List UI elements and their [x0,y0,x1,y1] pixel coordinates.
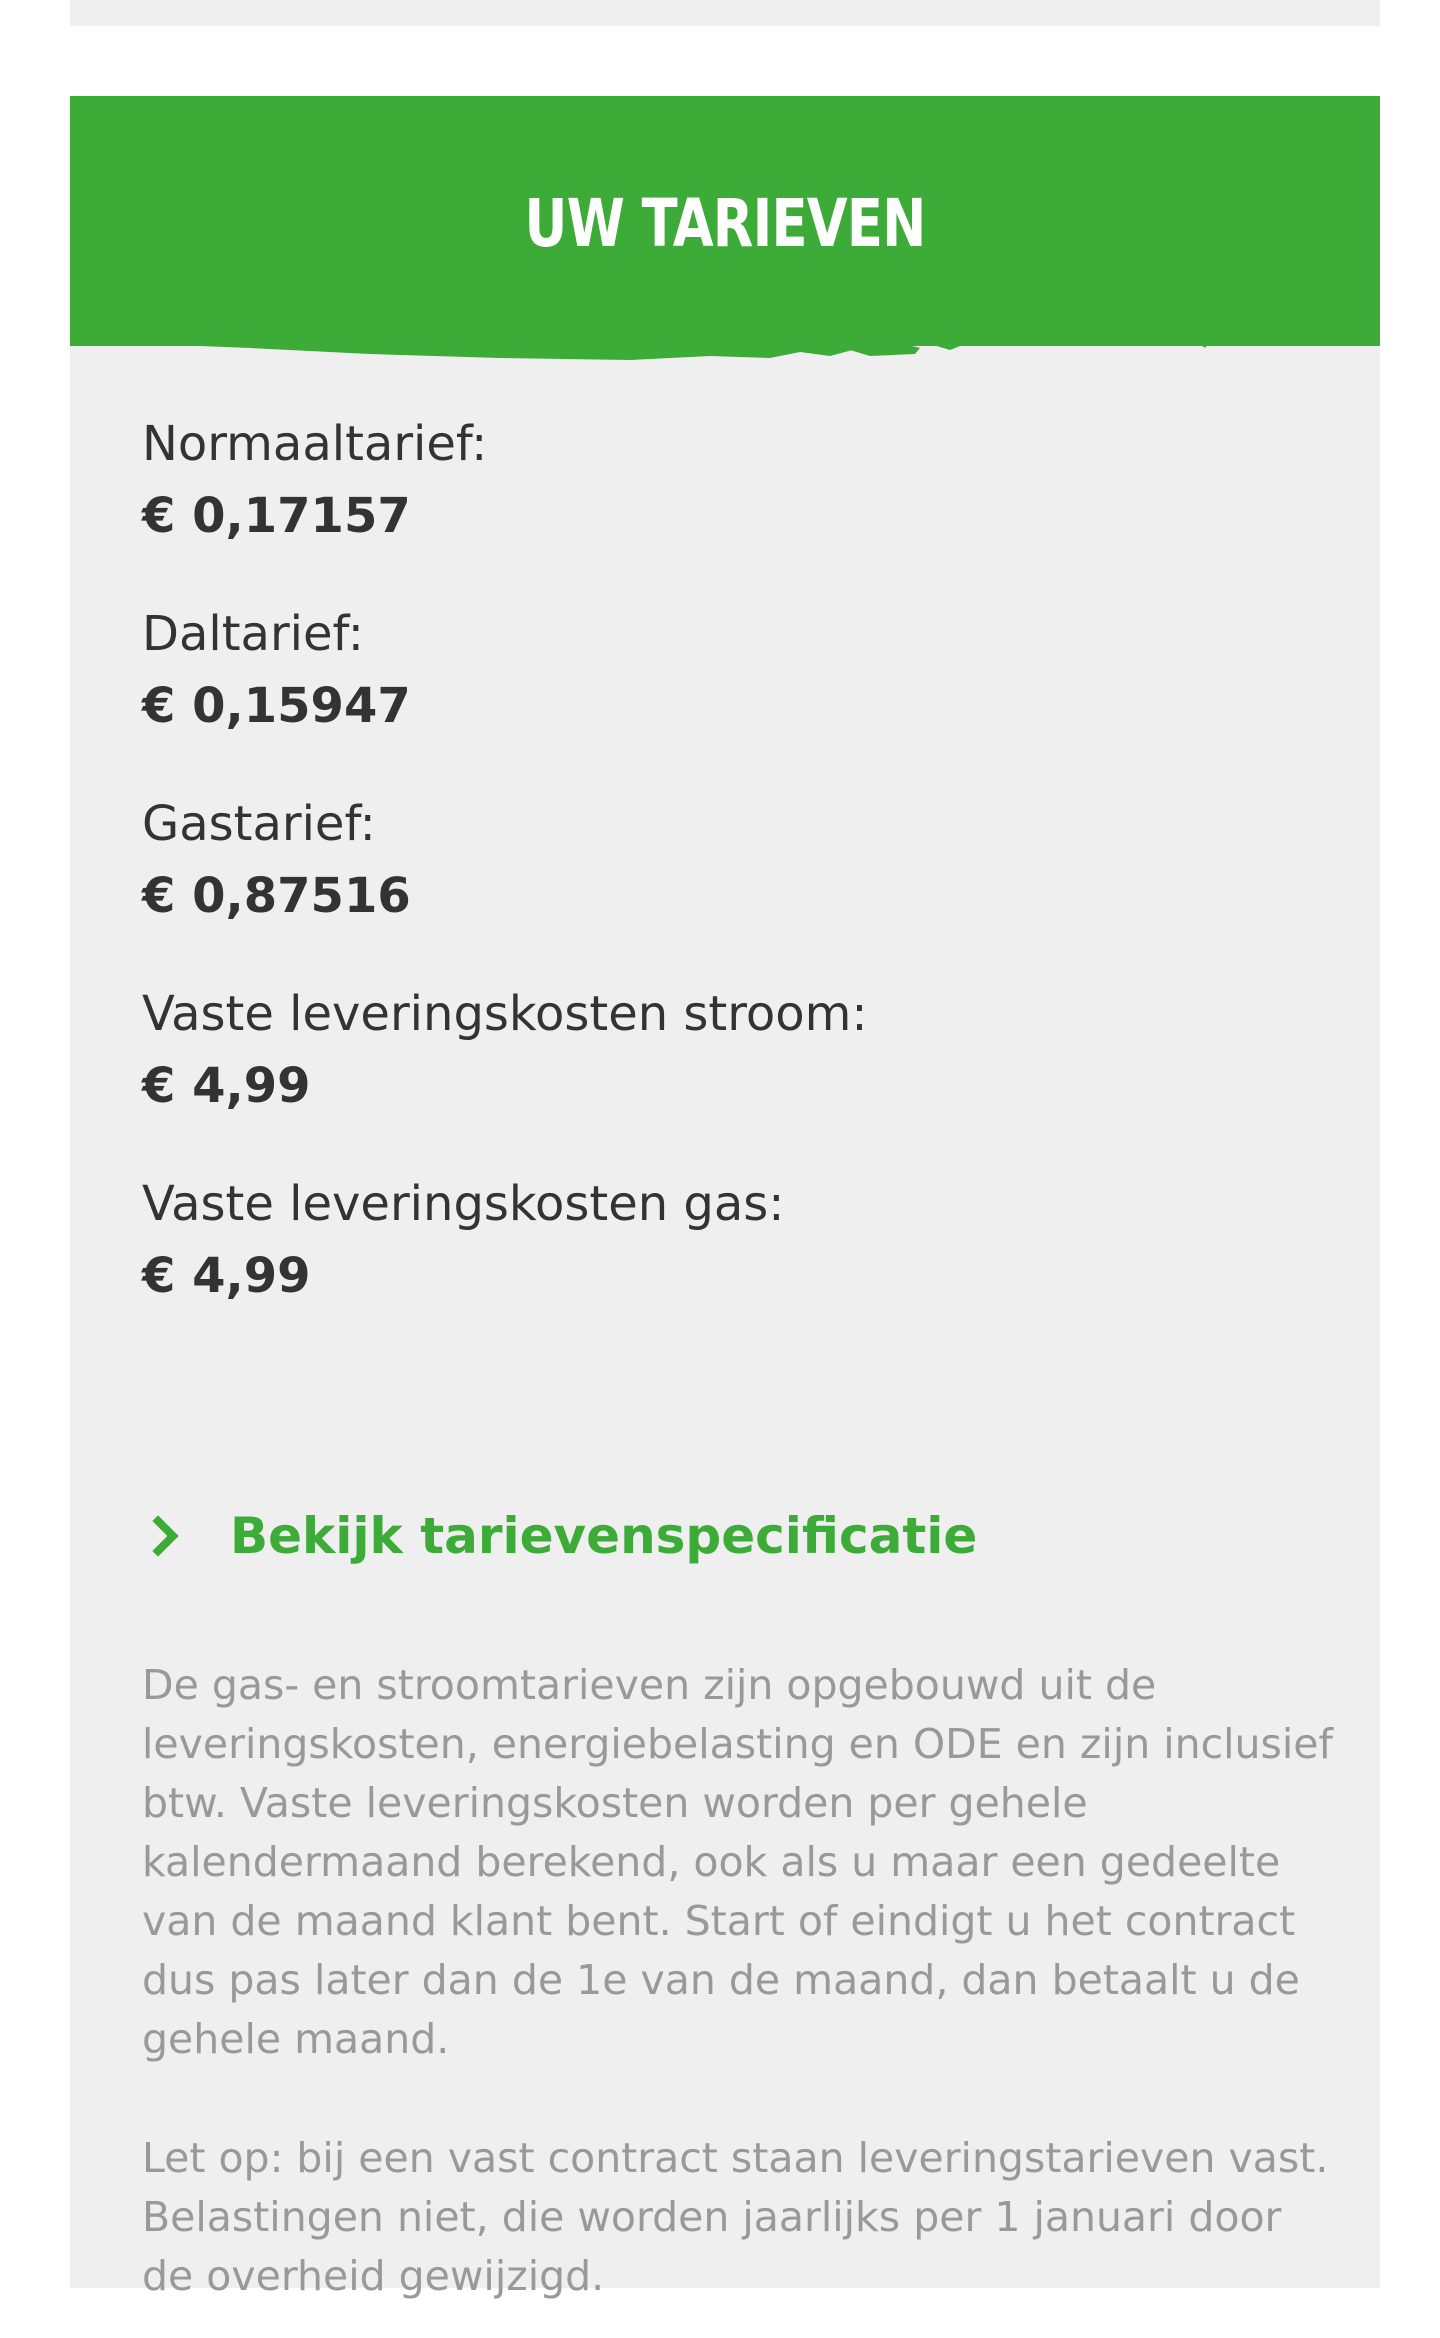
tariff-specification-link[interactable] [142,1496,977,1576]
rate-fixed-gas [142,1168,1322,1358]
rate-value: € 4,99 [142,1058,311,1114]
tariff-specification-label: Bekijk tarievenspecificatie [230,1507,978,1565]
rate-label: Daltarief: [142,606,364,662]
rate-value: € 0,87516 [142,868,411,924]
rate-gas [142,788,1322,978]
rate-fixed-electricity [142,978,1322,1168]
rate-value: € 0,15947 [142,678,411,734]
tariff-note: Let op: bij een vast contract staan leveringstarieven vast. Belastingen niet, die worden jaarlijks per 1 januari door de overheid gewijzigd. [142,2134,1329,2300]
tariff-disclaimer: De gas- en stroomtarieven zijn opgebouwd uit de leveringskosten, energiebelasting en ODE en zijn inclusief btw. Vaste leveringskosten worden per gehele kalendermaand berekend, ook als u maar een gedeelte van de maand klant bent. Start of eindigt u het contract dus pas later dan de 1e van de maand, dan betaalt u de gehele maand. [142,1661,1333,2063]
rates-list [142,408,1322,1358]
rate-normal [142,408,1322,598]
tariffs-card [70,96,1380,2300]
rate-label: Normaaltarief: [142,416,488,472]
rate-dal [142,598,1322,788]
rate-value: € 4,99 [142,1248,311,1304]
rate-value: € 0,17157 [142,488,411,544]
header-brush-edge [70,336,1380,376]
chevron-right-icon [142,1512,190,1560]
previous-card-bottom [70,0,1380,26]
rate-label: Gastarief: [142,796,376,852]
card-title: UW TARIEVEN [524,185,926,262]
rate-label: Vaste leveringskosten gas: [142,1176,785,1232]
tariffs-card-header [70,96,1380,346]
rate-label: Vaste leveringskosten stroom: [142,986,868,1042]
